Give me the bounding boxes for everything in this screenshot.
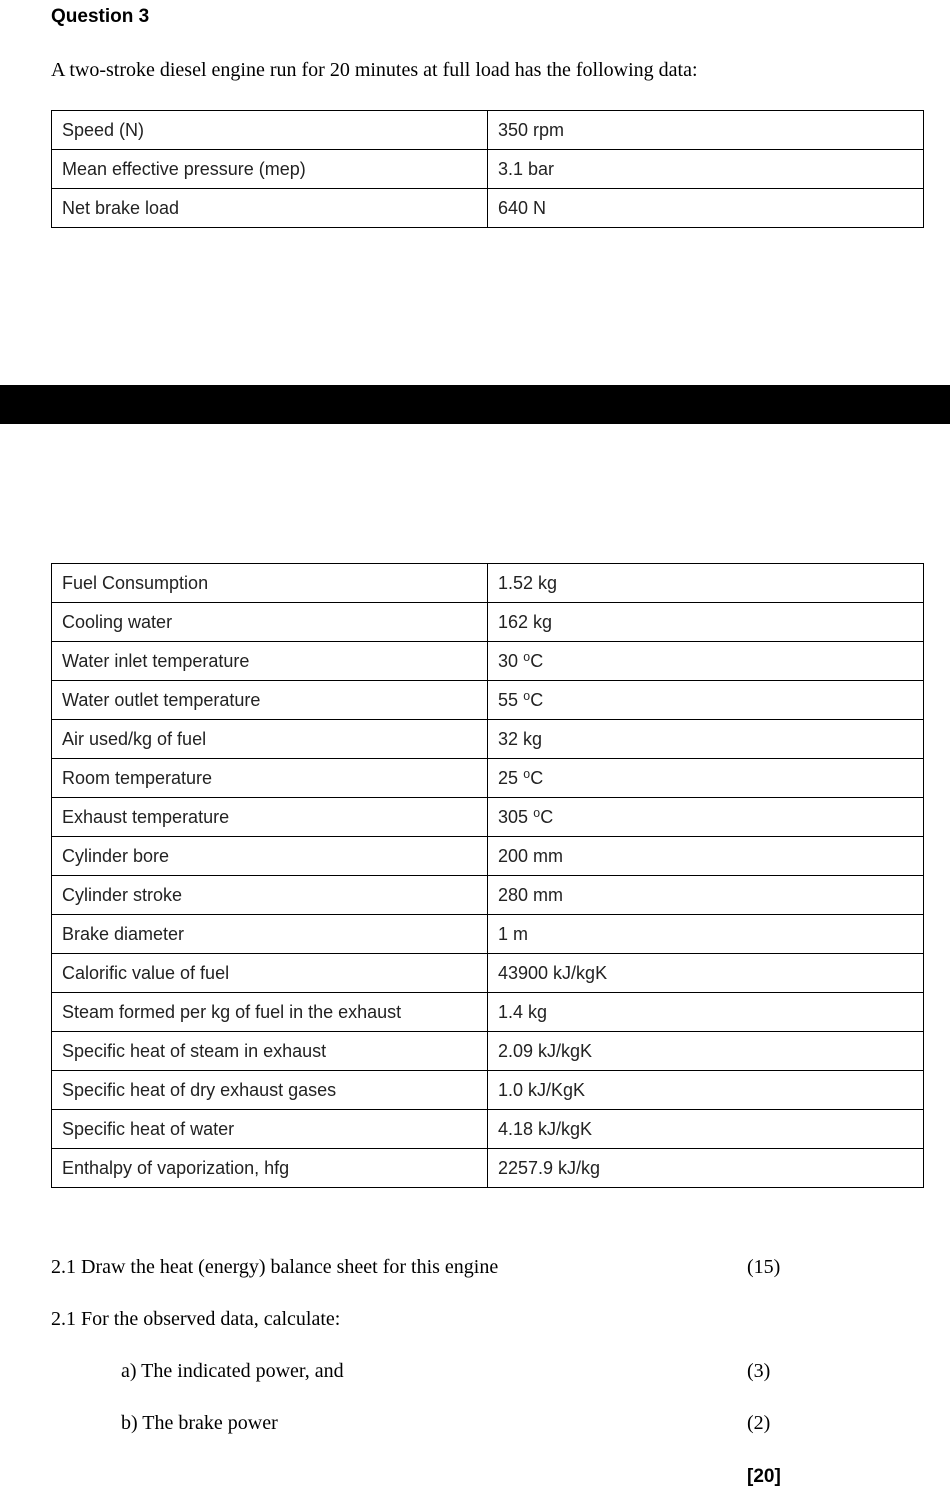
table-row bbox=[52, 111, 924, 150]
row-label: Specific heat of steam in exhaust bbox=[52, 1032, 488, 1071]
row-value: 162 kg bbox=[488, 603, 924, 642]
row-value: 280 mm bbox=[488, 876, 924, 915]
row-label: Water outlet temperature bbox=[52, 681, 488, 720]
table-row bbox=[52, 681, 924, 720]
row-label: Speed (N) bbox=[52, 111, 488, 150]
engine-data-table-top bbox=[51, 110, 924, 228]
table-row bbox=[52, 150, 924, 189]
row-label: Specific heat of dry exhaust gases bbox=[52, 1071, 488, 1110]
table-row bbox=[52, 1032, 924, 1071]
row-value: 350 rpm bbox=[488, 111, 924, 150]
table-row bbox=[52, 915, 924, 954]
row-label: Cooling water bbox=[52, 603, 488, 642]
row-label: Steam formed per kg of fuel in the exhaust bbox=[52, 993, 488, 1032]
table-row bbox=[52, 603, 924, 642]
table-row bbox=[52, 642, 924, 681]
question-intro: A two-stroke diesel engine run for 20 minutes at full load has the following data: bbox=[51, 59, 698, 81]
row-label: Room temperature bbox=[52, 759, 488, 798]
task-part-b: b) The brake power bbox=[121, 1412, 278, 1434]
row-label: Cylinder stroke bbox=[52, 876, 488, 915]
row-label: Cylinder bore bbox=[52, 837, 488, 876]
row-value: 200 mm bbox=[488, 837, 924, 876]
question-heading: Question 3 bbox=[51, 6, 150, 27]
row-value: 2.09 kJ/kgK bbox=[488, 1032, 924, 1071]
row-label: Fuel Consumption bbox=[52, 564, 488, 603]
row-value: 32 kg bbox=[488, 720, 924, 759]
row-value: 4.18 kJ/kgK bbox=[488, 1110, 924, 1149]
row-label: Air used/kg of fuel bbox=[52, 720, 488, 759]
marks-heat-balance: (15) bbox=[747, 1256, 781, 1278]
row-label: Brake diameter bbox=[52, 915, 488, 954]
table-row bbox=[52, 1071, 924, 1110]
row-label: Specific heat of water bbox=[52, 1110, 488, 1149]
table-row bbox=[52, 993, 924, 1032]
row-value: 3.1 bar bbox=[488, 150, 924, 189]
table-row bbox=[52, 189, 924, 228]
row-value: 1.4 kg bbox=[488, 993, 924, 1032]
table-row bbox=[52, 837, 924, 876]
row-value: 1.52 kg bbox=[488, 564, 924, 603]
row-value: 25 ⁰C bbox=[488, 759, 924, 798]
table-row bbox=[52, 1149, 924, 1188]
row-value: 30 ⁰C bbox=[488, 642, 924, 681]
row-value: 305 ⁰C bbox=[488, 798, 924, 837]
row-label: Net brake load bbox=[52, 189, 488, 228]
row-value: 55 ⁰C bbox=[488, 681, 924, 720]
row-label: Calorific value of fuel bbox=[52, 954, 488, 993]
table-row bbox=[52, 720, 924, 759]
marks-part-b: (2) bbox=[747, 1412, 771, 1434]
redaction-bar bbox=[0, 385, 950, 424]
table-row bbox=[52, 1110, 924, 1149]
engine-data-table-bottom bbox=[51, 563, 924, 1188]
task-part-a: a) The indicated power, and bbox=[121, 1360, 344, 1382]
table-row bbox=[52, 876, 924, 915]
table-row bbox=[52, 564, 924, 603]
task-calculate: 2.1 For the observed data, calculate: bbox=[51, 1308, 341, 1330]
table-row bbox=[52, 798, 924, 837]
row-label: Exhaust temperature bbox=[52, 798, 488, 837]
task-heat-balance: 2.1 Draw the heat (energy) balance sheet for this engine bbox=[51, 1256, 499, 1278]
row-value: 640 N bbox=[488, 189, 924, 228]
marks-part-a: (3) bbox=[747, 1360, 771, 1382]
row-label: Water inlet temperature bbox=[52, 642, 488, 681]
row-label: Mean effective pressure (mep) bbox=[52, 150, 488, 189]
table-row bbox=[52, 954, 924, 993]
row-value: 2257.9 kJ/kg bbox=[488, 1149, 924, 1188]
total-marks: [20] bbox=[747, 1466, 781, 1487]
row-label: Enthalpy of vaporization, hfg bbox=[52, 1149, 488, 1188]
row-value: 43900 kJ/kgK bbox=[488, 954, 924, 993]
table-row bbox=[52, 759, 924, 798]
row-value: 1 m bbox=[488, 915, 924, 954]
row-value: 1.0 kJ/KgK bbox=[488, 1071, 924, 1110]
